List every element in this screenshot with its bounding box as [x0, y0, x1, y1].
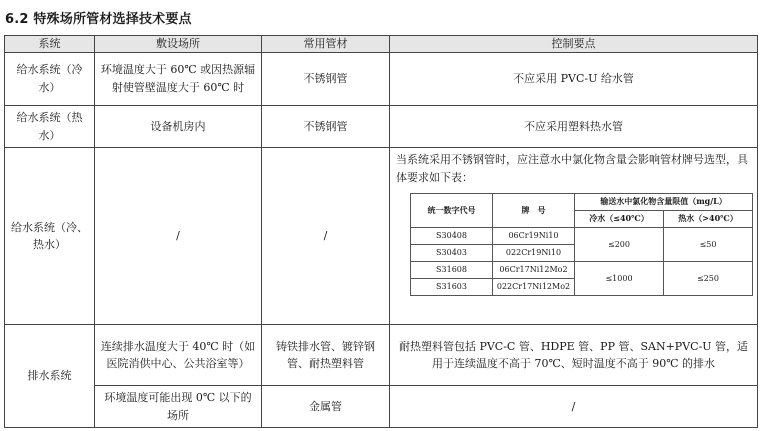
cell-material: 铸铁排水管、镀锌钢管、耐热塑料管	[262, 325, 390, 386]
sub-cell-grade: 022Cr17Ni12Mo2	[493, 279, 575, 296]
control-intro-text: 当系统采用不锈钢管时，应注意水中氯化物含量会影响管材牌号选型，具体要求如下表：	[396, 152, 748, 184]
sub-cell-code: S30408	[411, 228, 493, 245]
cell-location: 环境温度可能出现 0℃ 以下的场所	[95, 386, 262, 428]
cell-control: 不应采用 PVC-U 给水管	[390, 52, 758, 106]
cell-material: /	[262, 147, 390, 325]
sub-cell-grade: 06Cr19Ni10	[493, 228, 575, 245]
cell-system: 给水系统（冷、热水）	[5, 147, 95, 325]
sub-cell-grade: 022Cr19Ni10	[493, 245, 575, 262]
pipe-selection-table	[4, 35, 758, 428]
header-system: 系统	[5, 36, 95, 53]
chloride-limit-table	[410, 193, 753, 296]
sub-header-hot: 热水（>40℃）	[664, 211, 753, 228]
sub-header-limit: 输送水中氯化物含量限值（mg/L）	[575, 194, 753, 211]
sub-row	[411, 262, 753, 279]
sub-header-grade: 牌 号	[493, 194, 575, 228]
cell-control: 不应采用塑料热水管	[390, 106, 758, 148]
sub-row	[411, 228, 753, 245]
sub-cell-cold-limit: ≤200	[575, 228, 664, 262]
sub-cell-hot-limit: ≤50	[664, 228, 753, 262]
cell-system: 给水系统（热水）	[5, 106, 95, 148]
cell-location: 设备机房内	[95, 106, 262, 148]
cell-system: 给水系统（冷水）	[5, 52, 95, 106]
table-row	[5, 325, 758, 386]
sub-cell-code: S31608	[411, 262, 493, 279]
sub-header-cold: 冷水（≤40℃）	[575, 211, 664, 228]
header-material: 常用管材	[262, 36, 390, 53]
table-row	[5, 147, 758, 325]
cell-location: 环境温度大于 60℃ 或因热源辐射使管壁温度大于 60℃ 时	[95, 52, 262, 106]
cell-material: 不锈钢管	[262, 52, 390, 106]
cell-location: /	[95, 147, 262, 325]
sub-cell-grade: 06Cr17Ni12Mo2	[493, 262, 575, 279]
table-row	[5, 52, 758, 106]
sub-header-row	[411, 194, 753, 211]
cell-location: 连续排水温度大于 40℃ 时（如医院消供中心、公共浴室等）	[95, 325, 262, 386]
table-row	[5, 386, 758, 428]
sub-cell-cold-limit: ≤1000	[575, 262, 664, 296]
cell-system: 排水系统	[5, 325, 95, 428]
header-location: 敷设场所	[95, 36, 262, 53]
cell-control: /	[390, 386, 758, 428]
cell-control: 耐热塑料管包括 PVC-C 管、HDPE 管、PP 管、SAN+PVC-U 管，适用于连续温度不高于 70℃、短时温度不高于 90℃ 的排水	[390, 325, 758, 386]
table-row	[5, 106, 758, 148]
cell-material: 不锈钢管	[262, 106, 390, 148]
section-title: 6.2 特殊场所管材选择技术要点	[5, 12, 192, 27]
sub-header-code: 统一数字代号	[411, 194, 493, 228]
sub-cell-code: S31603	[411, 279, 493, 296]
cell-control	[390, 147, 758, 325]
header-control: 控制要点	[390, 36, 758, 53]
cell-material: 金属管	[262, 386, 390, 428]
sub-cell-hot-limit: ≤250	[664, 262, 753, 296]
sub-cell-code: S30403	[411, 245, 493, 262]
header-row	[5, 36, 758, 53]
